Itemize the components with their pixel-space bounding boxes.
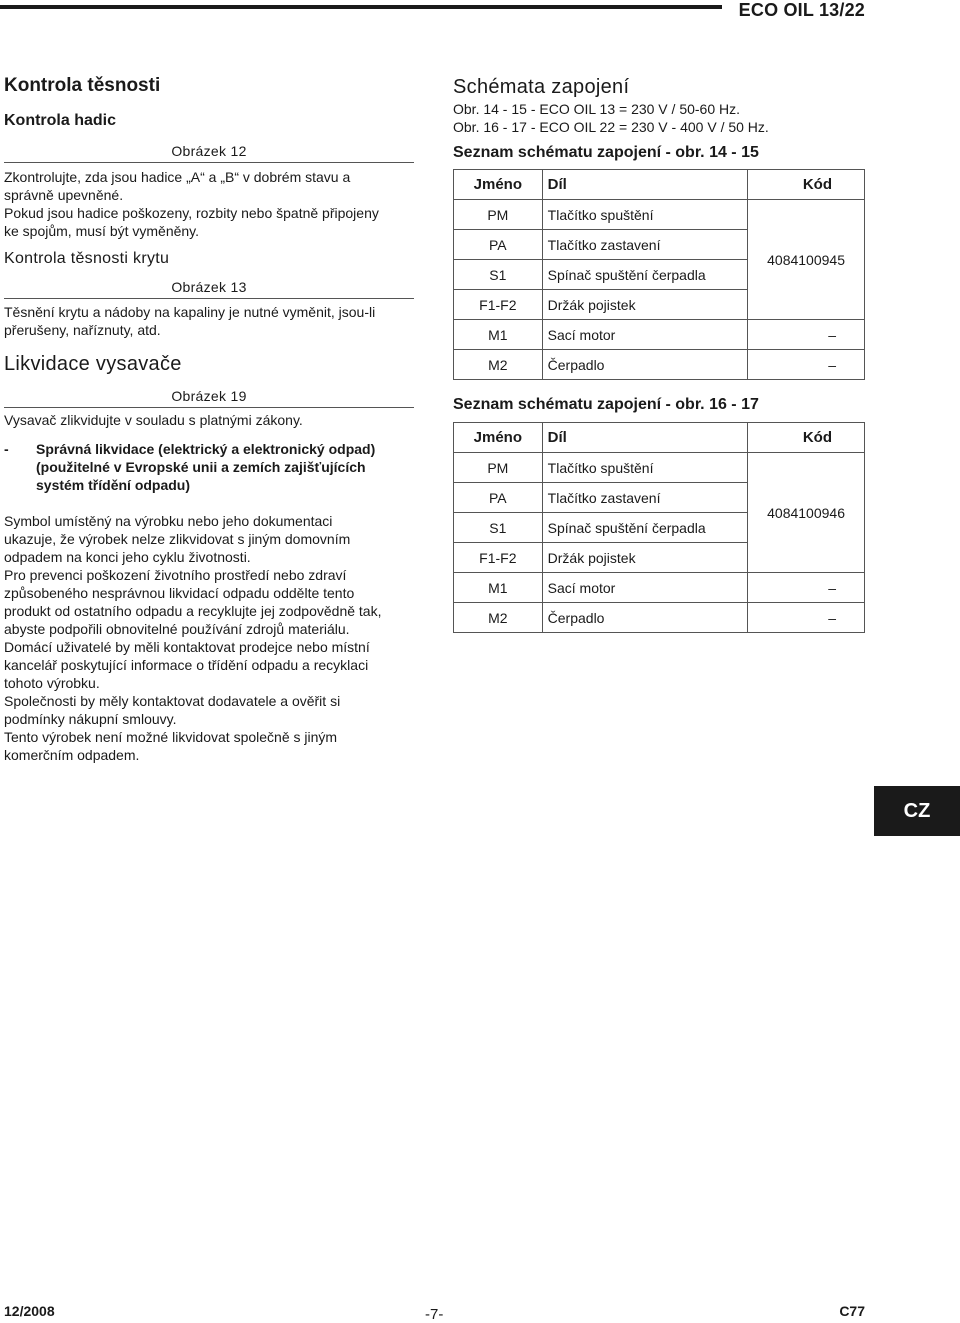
text-line: abyste podpořili obnovitelné používání zdrojů materiálu. [4, 621, 350, 637]
subsection-title-hoses: Kontrola hadic [4, 112, 117, 129]
section-title-leak-check: Kontrola těsnosti [4, 75, 161, 96]
cell-code: – [748, 350, 865, 380]
text-line: způsobeného nesprávnou likvidací odpadu oddělte tento [4, 585, 355, 601]
wiring-table-2 [453, 422, 865, 633]
footer-page-number: -7- [425, 1306, 444, 1323]
table-row [454, 200, 865, 230]
col-header-part: Díl [542, 423, 747, 453]
text-line: Tento výrobek není možné likvidovat společně s jiným [4, 729, 338, 745]
paragraph-cover [4, 303, 414, 339]
text-line: kancelář poskytující informace o třídění odpadu a recyklaci [4, 657, 369, 673]
cell-name: M1 [454, 320, 543, 350]
header-rule [0, 5, 722, 9]
figure-ref-12: Obrázek 12 [4, 142, 414, 163]
text-line: Domácí uživatelé by měli kontaktovat prodejce nebo místní [4, 639, 370, 655]
right-column [453, 74, 865, 633]
cell-part: Čerpadlo [542, 350, 747, 380]
text-line: Zkontrolujte, zda jsou hadice „A“ a „B“ v dobrém stavu a [4, 169, 351, 185]
col-header-part: Díl [542, 170, 747, 200]
col-header-name: Jméno [454, 170, 543, 200]
cell-part: Spínač spuštění čerpadla [542, 260, 747, 290]
cell-part: Čerpadlo [542, 603, 747, 633]
paragraph-disposal-law: Vysavač zlikvidujte v souladu s platnými zákony. [4, 412, 303, 428]
cell-part: Držák pojistek [542, 290, 747, 320]
section-title-wiring: Schémata zapojení [453, 76, 630, 98]
text-line: odpadem na konci jeho cyklu životnosti. [4, 549, 251, 565]
cell-part: Tlačítko zastavení [542, 483, 747, 513]
text-line: Pro prevenci poškození životního prostředí nebo zdraví [4, 567, 347, 583]
cell-code: – [748, 603, 865, 633]
cell-name: F1-F2 [454, 543, 543, 573]
figure-ref-13: Obrázek 13 [4, 278, 414, 299]
wiring-table-1 [453, 169, 865, 380]
table-row [454, 573, 865, 603]
cell-name: M2 [454, 603, 543, 633]
table-row [454, 350, 865, 380]
cell-part: Tlačítko spuštění [542, 200, 747, 230]
cell-name: PM [454, 200, 543, 230]
bullet-line: Správná likvidace (elektrický a elektronický odpad) [36, 441, 376, 457]
cell-part: Spínač spuštění čerpadla [542, 513, 747, 543]
text-line: ke spojům, musí být vyměněny. [4, 223, 200, 239]
cell-code: – [748, 573, 865, 603]
text-line: podmínky nákupní smlouvy. [4, 711, 177, 727]
footer-page-code: C77 [839, 1303, 865, 1319]
wiring-spec-line-1: Obr. 14 - 15 - ECO OIL 13 = 230 V / 50-60 Hz. [453, 101, 741, 117]
left-column [4, 74, 414, 764]
text-line: Společnosti by měly kontaktovat dodavatele a ověřit si [4, 693, 341, 709]
bullet-dash: - [4, 441, 9, 457]
cell-name: S1 [454, 260, 543, 290]
wiring-list-title-1: Seznam schématu zapojení - obr. 14 - 15 [453, 144, 759, 161]
text-line: tohoto výrobku. [4, 675, 100, 691]
cell-part: Sací motor [542, 320, 747, 350]
table-row [454, 320, 865, 350]
cell-name: F1-F2 [454, 290, 543, 320]
document-title: ECO OIL 13/22 [738, 0, 865, 20]
text-line: Těsnění krytu a nádoby na kapaliny je nutné vyměnit, jsou-li [4, 304, 376, 320]
cell-name: M1 [454, 573, 543, 603]
table-row [454, 453, 865, 483]
text-line: produkt od ostatního odpadu a recyklujte jej zodpovědně tak, [4, 603, 382, 619]
cell-group-code: 4084100945 [748, 200, 865, 320]
cell-name: PA [454, 483, 543, 513]
wiring-list-title-2: Seznam schématu zapojení - obr. 16 - 17 [453, 396, 759, 413]
table-header-row [454, 170, 865, 200]
col-header-code: Kód [748, 170, 865, 200]
cell-code: – [748, 320, 865, 350]
cell-name: PA [454, 230, 543, 260]
text-line: přerušeny, naříznuty, atd. [4, 322, 161, 338]
footer-date: 12/2008 [4, 1303, 55, 1319]
figure-ref-19: Obrázek 19 [4, 387, 414, 408]
cell-part: Sací motor [542, 573, 747, 603]
subsection-title-cover: Kontrola těsnosti krytu [4, 250, 170, 267]
table-row [454, 603, 865, 633]
cell-group-code: 4084100946 [748, 453, 865, 573]
language-tab: CZ [874, 786, 960, 836]
section-title-disposal: Likvidace vysavače [4, 353, 182, 375]
text-line: Pokud jsou hadice poškozeny, rozbity nebo špatně připojeny [4, 205, 379, 221]
cell-name: PM [454, 453, 543, 483]
bullet-line: (použitelné v Evropské unii a zemích zajišťujících [36, 459, 366, 475]
text-line: Symbol umístěný na výrobku nebo jeho dokumentaci [4, 513, 333, 529]
cell-name: S1 [454, 513, 543, 543]
paragraph-weee-body [4, 512, 414, 764]
bullet-line: systém třídění odpadu) [36, 477, 191, 493]
wiring-spec-line-2: Obr. 16 - 17 - ECO OIL 22 = 230 V - 400 V / 50 Hz. [453, 119, 769, 135]
cell-part: Tlačítko spuštění [542, 453, 747, 483]
table-header-row [454, 423, 865, 453]
bullet-weee [4, 440, 414, 494]
text-line: ukazuje, že výrobek nelze zlikvidovat s jiným domovním [4, 531, 351, 547]
text-line: komerčním odpadem. [4, 747, 140, 763]
cell-name: M2 [454, 350, 543, 380]
cell-part: Držák pojistek [542, 543, 747, 573]
text-line: správně upevněné. [4, 187, 124, 203]
paragraph-hoses [4, 168, 414, 240]
col-header-name: Jméno [454, 423, 543, 453]
cell-part: Tlačítko zastavení [542, 230, 747, 260]
col-header-code: Kód [748, 423, 865, 453]
